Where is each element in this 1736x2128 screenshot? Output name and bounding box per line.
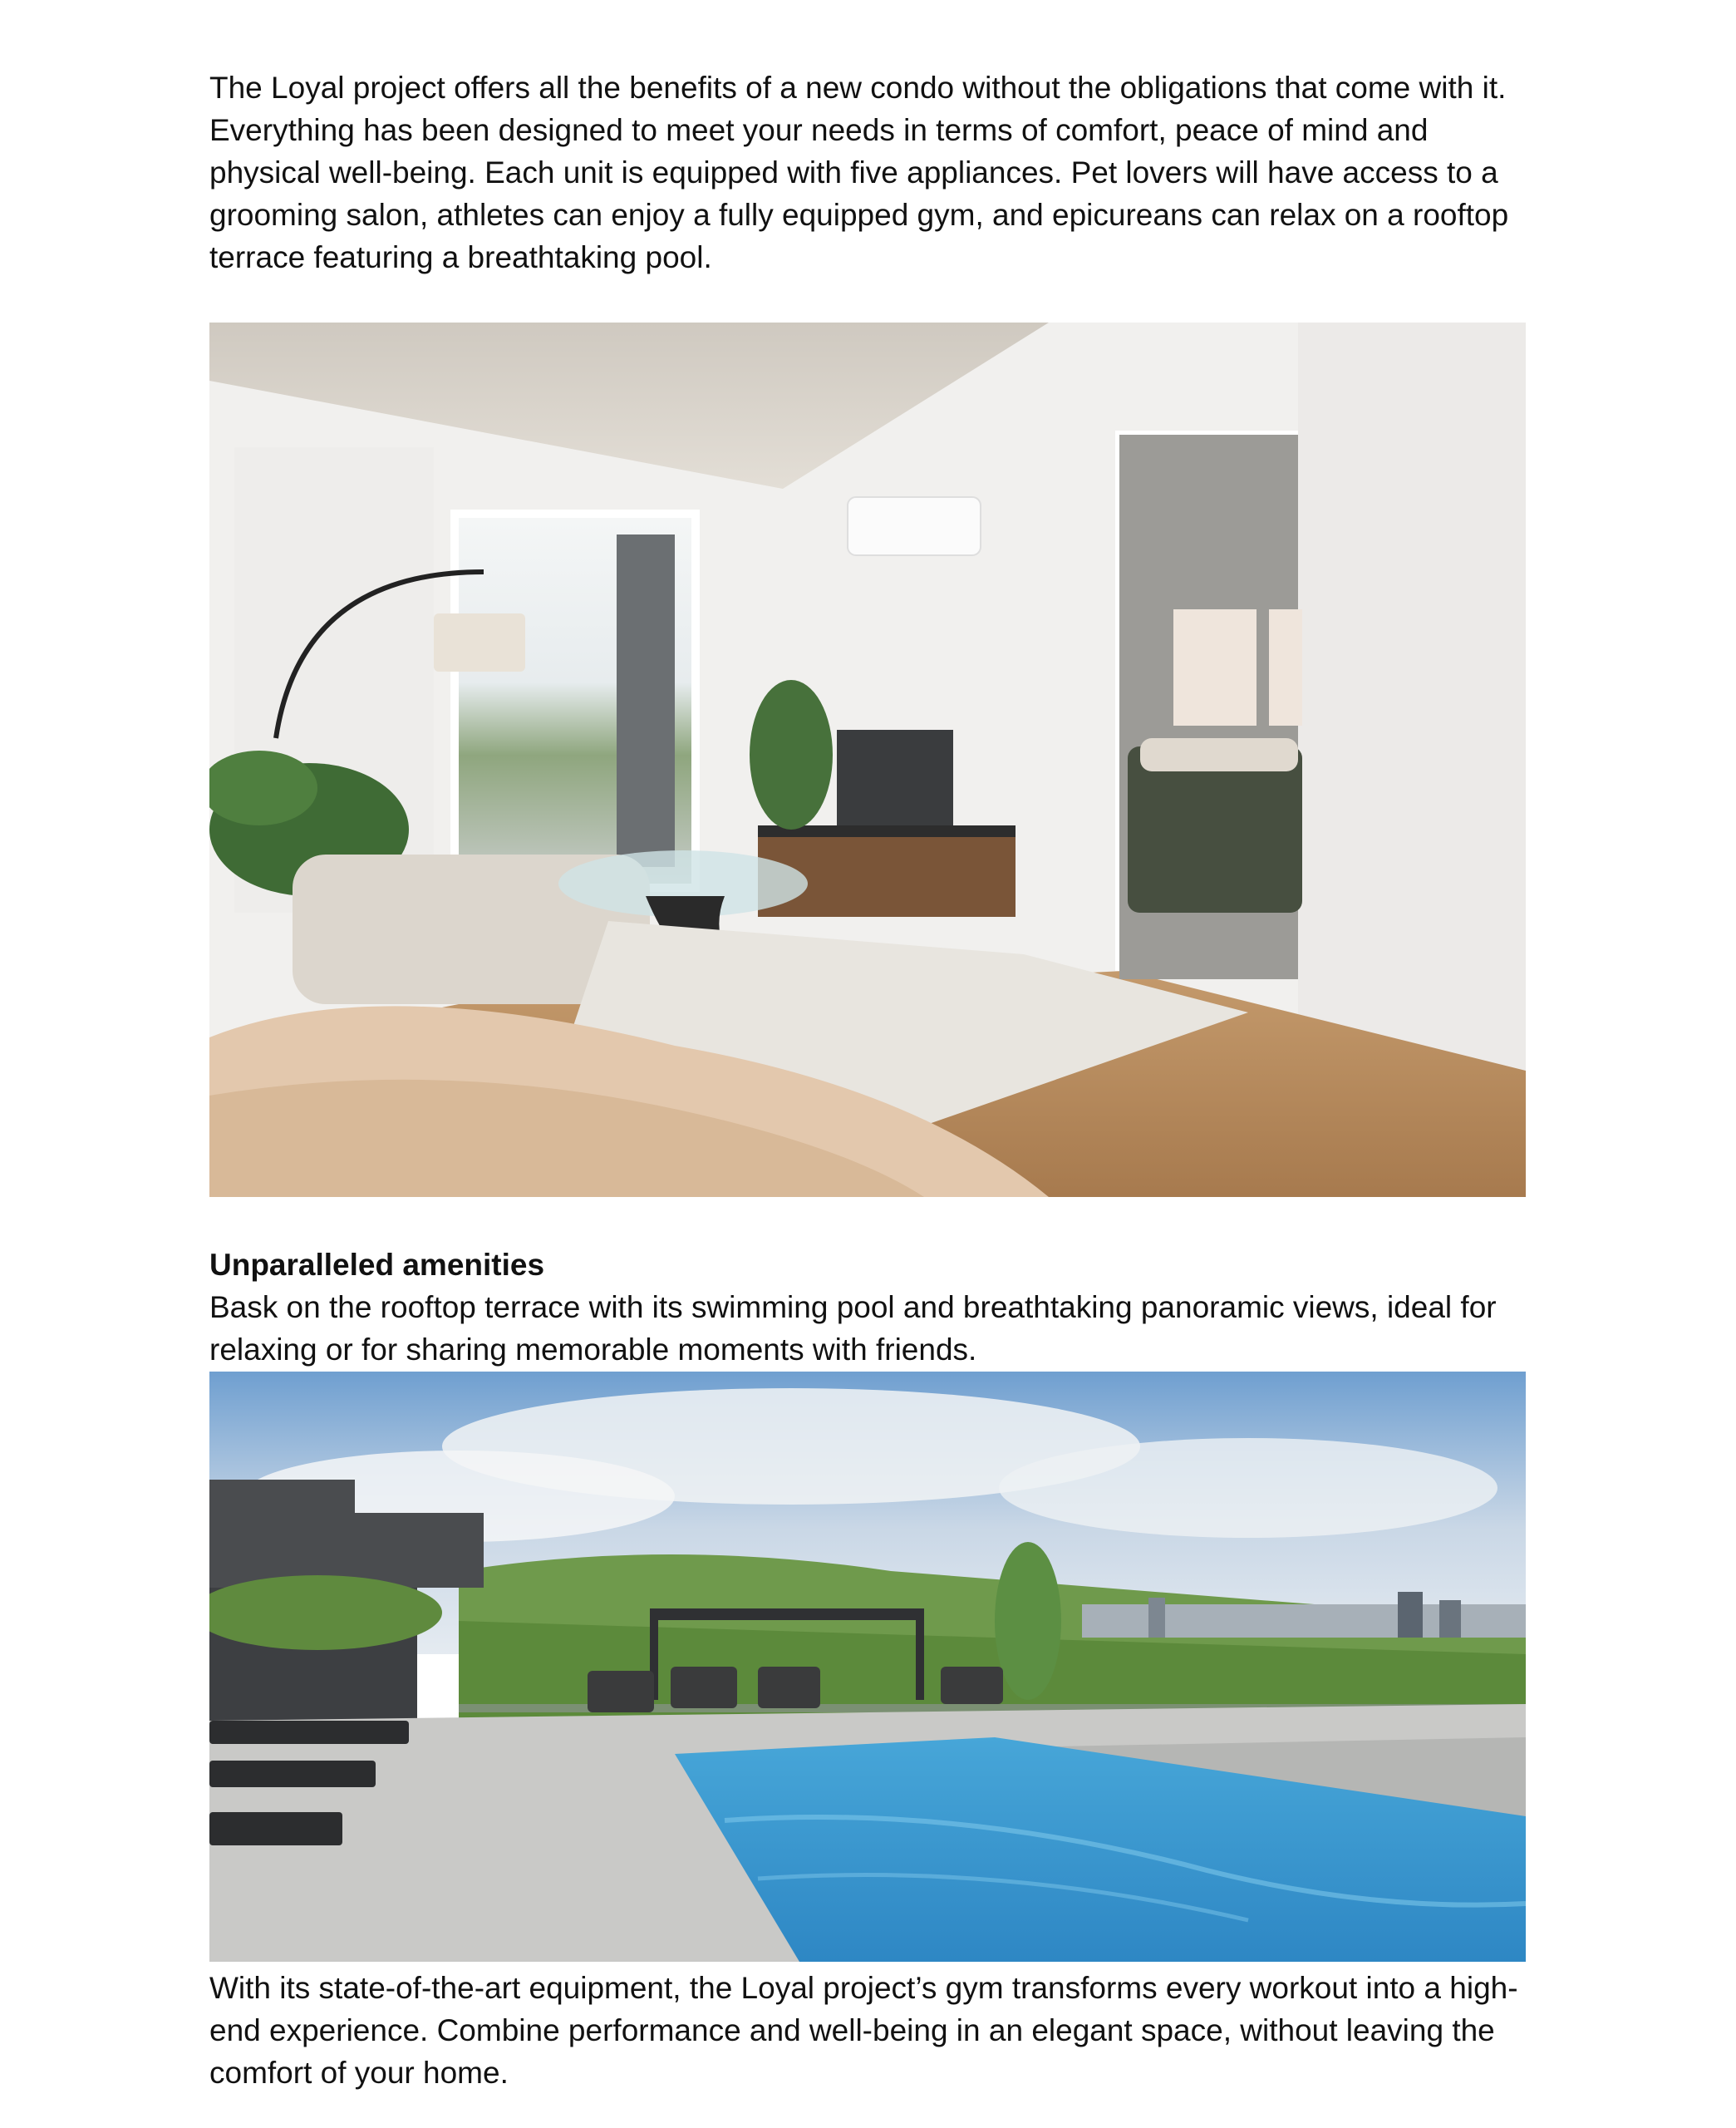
amenities-paragraph: Bask on the rooftop terrace with its swimming pool and breathtaking panoramic views, ideal for relaxing or for sharing memorable moments with friends. [209,1290,1497,1367]
rooftop-pool-terrace-photo [209,1372,1526,1962]
amenities-heading: Unparalleled amenities [209,1248,545,1282]
amenities-section [209,1244,1526,1371]
intro-section [209,66,1526,278]
gym-section [209,1967,1526,2094]
condo-living-room-photo [209,323,1526,1197]
intro-paragraph: The Loyal project offers all the benefits of a new condo without the obligations that come with it. Everything has been designed to meet your needs in terms of comfort, peace of mind and physical well-being. Each unit is equipped with five appliances. Pet lovers will have access to a grooming salon, athletes can enjoy a fully equipped gym, and epicureans can relax on a rooftop terrace featuring a breathtaking pool. [209,71,1509,274]
gym-paragraph: With its state-of-the-art equipment, the Loyal project’s gym transforms every workout into a high-end experience. Combine performance and well-being in an elegant space, without leaving the comfort of your home. [209,1971,1518,2090]
